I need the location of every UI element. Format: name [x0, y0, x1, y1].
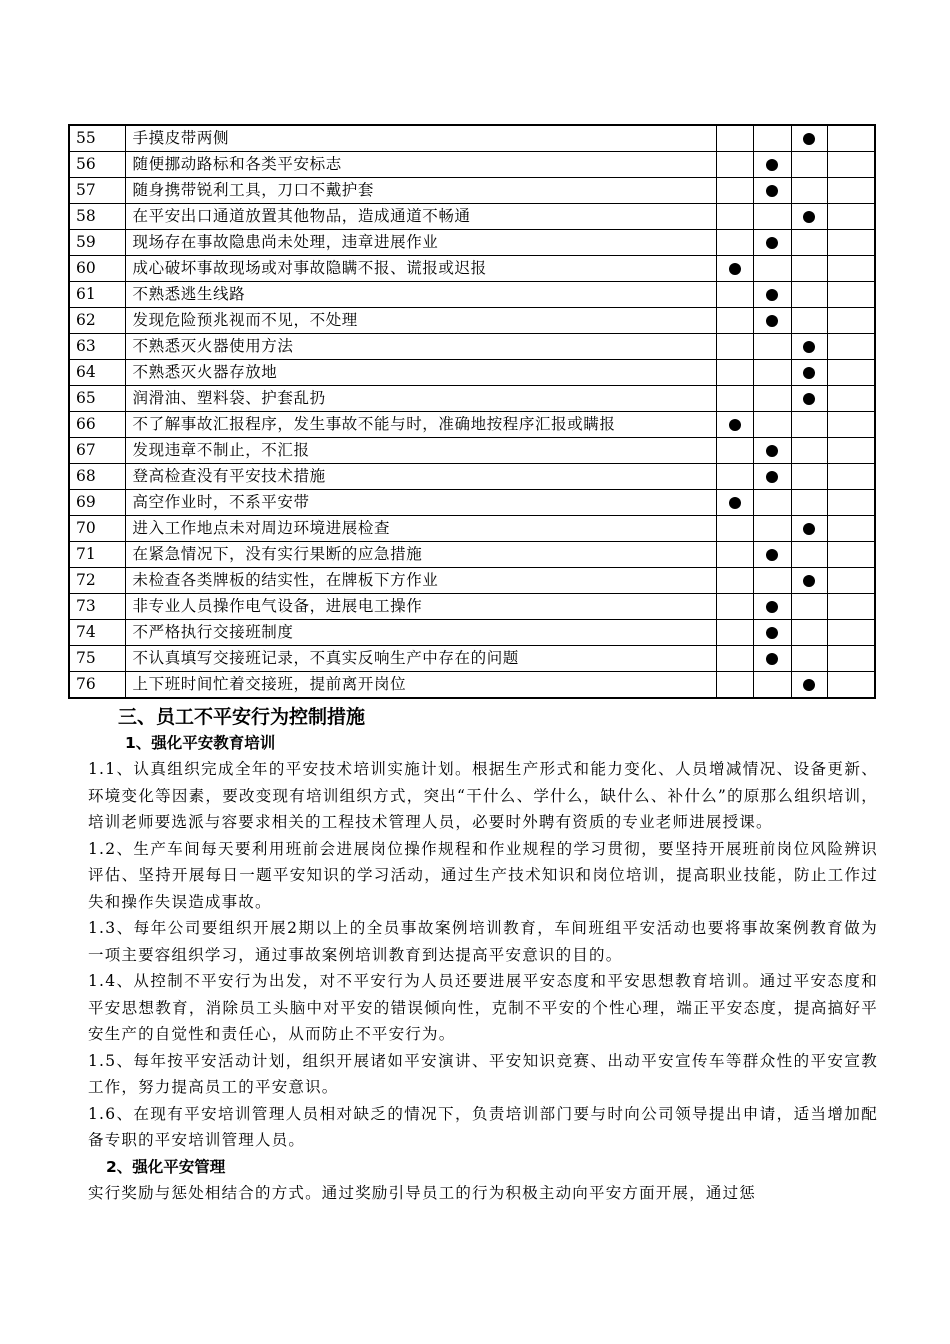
level-cell-4 — [827, 152, 875, 178]
level-cell-1 — [716, 516, 753, 542]
table-row — [69, 672, 875, 699]
table-row — [69, 230, 875, 256]
level-cell-1 — [716, 282, 753, 308]
level-cell-4 — [827, 438, 875, 464]
table-row — [69, 282, 875, 308]
table-row — [69, 256, 875, 282]
level-cell-4 — [827, 490, 875, 516]
bullet-dot-icon — [803, 367, 815, 379]
level-cell-2 — [753, 620, 791, 646]
level-cell-4 — [827, 125, 875, 152]
row-description: 进入工作地点未对周边环境进展检查 — [125, 516, 716, 542]
level-cell-4 — [827, 412, 875, 438]
bullet-dot-icon — [766, 185, 778, 197]
bullet-dot-icon — [766, 445, 778, 457]
level-cell-3 — [791, 308, 827, 334]
level-cell-2 — [753, 308, 791, 334]
bullet-dot-icon — [803, 523, 815, 535]
level-cell-3 — [791, 646, 827, 672]
row-number: 74 — [69, 620, 125, 646]
level-cell-3 — [791, 620, 827, 646]
level-cell-3 — [791, 256, 827, 282]
row-number: 67 — [69, 438, 125, 464]
level-cell-3 — [791, 516, 827, 542]
row-number: 56 — [69, 152, 125, 178]
level-cell-1 — [716, 178, 753, 204]
risk-behavior-table — [68, 124, 876, 699]
table-row — [69, 620, 875, 646]
level-cell-2 — [753, 178, 791, 204]
row-number: 68 — [69, 464, 125, 490]
level-cell-2 — [753, 646, 791, 672]
level-cell-4 — [827, 204, 875, 230]
level-cell-2 — [753, 334, 791, 360]
table-row — [69, 464, 875, 490]
table-row — [69, 542, 875, 568]
row-number: 63 — [69, 334, 125, 360]
level-cell-3 — [791, 230, 827, 256]
level-cell-1 — [716, 230, 753, 256]
level-cell-2 — [753, 412, 791, 438]
bullet-dot-icon — [766, 159, 778, 171]
level-cell-1 — [716, 334, 753, 360]
level-cell-2 — [753, 204, 791, 230]
level-cell-3 — [791, 542, 827, 568]
paragraph: 1.5、每年按平安活动计划，组织开展诸如平安演讲、平安知识竞赛、出动平安宣传车等群众性的平安宣教工作，努力提高员工的平安意识。 — [88, 1051, 878, 1096]
level-cell-4 — [827, 360, 875, 386]
paragraph: 1.6、在现有平安培训管理人员相对缺乏的情况下，负责培训部门要与时向公司领导提出申请，适当增加配备专职的平安培训管理人员。 — [88, 1104, 878, 1149]
level-cell-1 — [716, 152, 753, 178]
level-cell-4 — [827, 308, 875, 334]
bullet-dot-icon — [766, 471, 778, 483]
level-cell-4 — [827, 594, 875, 620]
paragraph: 1.3、每年公司要组织开展2期以上的全员事故案例培训教育，车间班组平安活动也要将事故案例教育做为一项主要容组织学习，通过事故案例培训教育到达提高平安意识的目的。 — [88, 919, 878, 964]
table-row — [69, 152, 875, 178]
table-row — [69, 516, 875, 542]
level-cell-3 — [791, 152, 827, 178]
bullet-dot-icon — [803, 133, 815, 145]
level-cell-2 — [753, 542, 791, 568]
level-cell-1 — [716, 646, 753, 672]
level-cell-1 — [716, 204, 753, 230]
table-row — [69, 204, 875, 230]
paragraph: 1.4、从控制不平安行为出发，对不平安行为人员还要进展平安态度和平安思想教育培训。通过平安态度和平安思想教育，消除员工头脑中对平安的错误倾向性，克制不平安的个性心理，端正平安态度，提高搞好平安生产的自觉性和责任心，从而防止不平安行为。 — [88, 972, 878, 1043]
level-cell-3 — [791, 672, 827, 699]
level-cell-4 — [827, 256, 875, 282]
level-cell-4 — [827, 386, 875, 412]
level-cell-1 — [716, 412, 753, 438]
level-cell-1 — [716, 125, 753, 152]
row-description: 现场存在事故隐患尚未处理，违章进展作业 — [125, 230, 716, 256]
level-cell-2 — [753, 464, 791, 490]
level-cell-2 — [753, 490, 791, 516]
table-row — [69, 490, 875, 516]
row-description: 不熟悉逃生线路 — [125, 282, 716, 308]
table-row — [69, 178, 875, 204]
bullet-dot-icon — [803, 679, 815, 691]
row-description: 上下班时间忙着交接班，提前离开岗位 — [125, 672, 716, 699]
level-cell-1 — [716, 594, 753, 620]
level-cell-2 — [753, 360, 791, 386]
level-cell-4 — [827, 568, 875, 594]
row-number: 70 — [69, 516, 125, 542]
row-number: 69 — [69, 490, 125, 516]
level-cell-3 — [791, 438, 827, 464]
bullet-dot-icon — [766, 653, 778, 665]
level-cell-2 — [753, 386, 791, 412]
row-number: 62 — [69, 308, 125, 334]
level-cell-1 — [716, 620, 753, 646]
row-number: 71 — [69, 542, 125, 568]
row-description: 手摸皮带两侧 — [125, 125, 716, 152]
level-cell-3 — [791, 594, 827, 620]
paragraph: 1.2、生产车间每天要利用班前会进展岗位操作规程和作业规程的学习贯彻，要坚持开展班前岗位风险辨识评估、坚持开展每日一题平安知识的学习活动，通过生产技术知识和岗位培训，提高职业技能，防止工作过失和操作失误造成事故。 — [88, 839, 878, 911]
level-cell-2 — [753, 230, 791, 256]
level-cell-3 — [791, 386, 827, 412]
bullet-dot-icon — [766, 549, 778, 561]
row-description: 不熟悉灭火器使用方法 — [125, 334, 716, 360]
row-description: 润滑油、塑料袋、护套乱扔 — [125, 386, 716, 412]
table-row — [69, 594, 875, 620]
row-description: 发现危险预兆视而不见，不处理 — [125, 308, 716, 334]
level-cell-4 — [827, 334, 875, 360]
row-description: 不熟悉灭火器存放地 — [125, 360, 716, 386]
bullet-dot-icon — [803, 341, 815, 353]
row-number: 60 — [69, 256, 125, 282]
level-cell-3 — [791, 412, 827, 438]
level-cell-2 — [753, 672, 791, 699]
table-row — [69, 360, 875, 386]
level-cell-4 — [827, 542, 875, 568]
level-cell-4 — [827, 282, 875, 308]
level-cell-3 — [791, 334, 827, 360]
row-description: 非专业人员操作电气设备，进展电工操作 — [125, 594, 716, 620]
level-cell-4 — [827, 672, 875, 699]
level-cell-1 — [716, 438, 753, 464]
level-cell-2 — [753, 438, 791, 464]
row-number: 72 — [69, 568, 125, 594]
table-row — [69, 334, 875, 360]
subsection-title-management: 2、强化平安管理 — [106, 1157, 226, 1176]
level-cell-2 — [753, 152, 791, 178]
row-number: 57 — [69, 178, 125, 204]
table-row — [69, 568, 875, 594]
level-cell-4 — [827, 646, 875, 672]
row-description: 不严格执行交接班制度 — [125, 620, 716, 646]
subsection-title-training: 1、强化平安教育培训 — [125, 734, 276, 752]
level-cell-2 — [753, 282, 791, 308]
row-number: 75 — [69, 646, 125, 672]
row-number: 65 — [69, 386, 125, 412]
row-number: 73 — [69, 594, 125, 620]
level-cell-4 — [827, 516, 875, 542]
level-cell-2 — [753, 256, 791, 282]
control-measures-section — [88, 704, 878, 1206]
row-description: 不认真填写交接班记录，不真实反响生产中存在的问题 — [125, 646, 716, 672]
level-cell-3 — [791, 568, 827, 594]
level-cell-1 — [716, 256, 753, 282]
level-cell-4 — [827, 620, 875, 646]
paragraph: 实行奖励与惩处相结合的方式。通过奖励引导员工的行为积极主动向平安方面开展，通过惩 — [88, 1183, 757, 1202]
row-number: 55 — [69, 125, 125, 152]
section-title: 三、员工不平安行为控制措施 — [118, 706, 366, 728]
level-cell-2 — [753, 568, 791, 594]
level-cell-2 — [753, 125, 791, 152]
table-row — [69, 438, 875, 464]
table-row — [69, 646, 875, 672]
bullet-dot-icon — [729, 497, 741, 509]
row-number: 58 — [69, 204, 125, 230]
bullet-dot-icon — [803, 393, 815, 405]
row-description: 成心破坏事故现场或对事故隐瞒不报、谎报或迟报 — [125, 256, 716, 282]
row-number: 66 — [69, 412, 125, 438]
level-cell-4 — [827, 230, 875, 256]
level-cell-3 — [791, 282, 827, 308]
table-row — [69, 386, 875, 412]
row-description: 随身携带锐利工具，刀口不戴护套 — [125, 178, 716, 204]
table-row — [69, 308, 875, 334]
level-cell-3 — [791, 125, 827, 152]
row-description: 未检查各类牌板的结实性，在牌板下方作业 — [125, 568, 716, 594]
level-cell-1 — [716, 308, 753, 334]
bullet-dot-icon — [766, 315, 778, 327]
bullet-dot-icon — [766, 627, 778, 639]
row-number: 76 — [69, 672, 125, 699]
bullet-dot-icon — [803, 211, 815, 223]
row-description: 在平安出口通道放置其他物品，造成通道不畅通 — [125, 204, 716, 230]
level-cell-4 — [827, 464, 875, 490]
row-description: 在紧急情况下，没有实行果断的应急措施 — [125, 542, 716, 568]
bullet-dot-icon — [729, 263, 741, 275]
bullet-dot-icon — [766, 601, 778, 613]
level-cell-3 — [791, 360, 827, 386]
level-cell-1 — [716, 386, 753, 412]
row-description: 随便挪动路标和各类平安标志 — [125, 152, 716, 178]
level-cell-1 — [716, 360, 753, 386]
row-description: 登高检查没有平安技术措施 — [125, 464, 716, 490]
row-number: 59 — [69, 230, 125, 256]
table-row — [69, 412, 875, 438]
row-description: 发现违章不制止，不汇报 — [125, 438, 716, 464]
row-number: 64 — [69, 360, 125, 386]
risk-table-body — [69, 125, 875, 698]
level-cell-3 — [791, 204, 827, 230]
row-description: 不了解事故汇报程序，发生事故不能与时，准确地按程序汇报或瞒报 — [125, 412, 716, 438]
level-cell-3 — [791, 464, 827, 490]
table-row — [69, 125, 875, 152]
level-cell-1 — [716, 568, 753, 594]
bullet-dot-icon — [766, 237, 778, 249]
level-cell-3 — [791, 490, 827, 516]
level-cell-2 — [753, 594, 791, 620]
bullet-dot-icon — [766, 289, 778, 301]
bullet-dot-icon — [729, 419, 741, 431]
row-number: 61 — [69, 282, 125, 308]
level-cell-1 — [716, 542, 753, 568]
level-cell-3 — [791, 178, 827, 204]
level-cell-1 — [716, 490, 753, 516]
paragraph: 1.1、认真组织完成全年的平安技术培训实施计划。根据生产形式和能力变化、人员增减情况、设备更新、环境变化等因素，要改变现有培训组织方式，突出“干什么、学什么，缺什么、补什么”的原那么组织培训，培训老师要选派与容要求相关的工程技术管理人员，必要时外聘有资质的专业老师进展授课。 — [88, 760, 878, 831]
level-cell-4 — [827, 178, 875, 204]
level-cell-1 — [716, 464, 753, 490]
level-cell-1 — [716, 672, 753, 699]
row-description: 高空作业时，不系平安带 — [125, 490, 716, 516]
level-cell-2 — [753, 516, 791, 542]
bullet-dot-icon — [803, 575, 815, 587]
